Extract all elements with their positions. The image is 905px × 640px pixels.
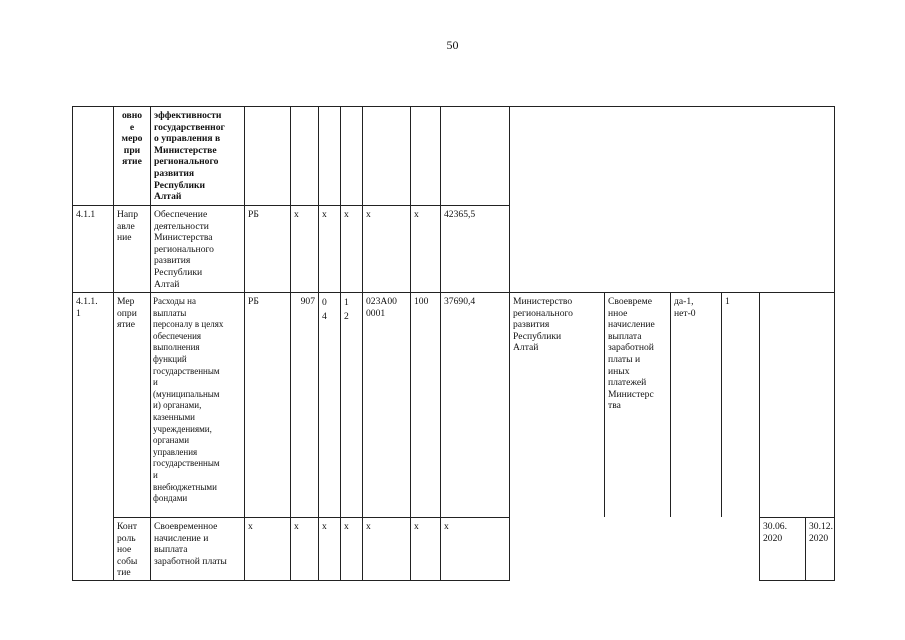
amount-cell: х (444, 521, 449, 532)
pr-cell: х (344, 521, 349, 532)
table-rule (759, 580, 834, 581)
pr-cell: 1 2 (344, 297, 349, 322)
pr-cell: х (344, 209, 349, 220)
table-rule (670, 292, 671, 517)
executor-cell: Министерство регионального развития Республики Алтай (513, 296, 573, 354)
row-type-cell: Конт роль ное собы тие (117, 521, 138, 579)
row-name-cell: Своевременное начисление и выплата заработной платы (154, 521, 227, 567)
funding-source-cell: РБ (248, 296, 259, 307)
rz-cell: х (322, 521, 327, 532)
funding-source-cell: РБ (248, 209, 259, 220)
table-rule (759, 517, 834, 518)
result-cell: Своевреме нное начисление выплата заработной платы и иных платежей Министерс тва (608, 296, 655, 412)
indicator-cell: да-1, нет-0 (674, 296, 696, 319)
vr-cell: х (414, 521, 419, 532)
grbs-cell: х (294, 209, 299, 220)
table-rule (290, 106, 291, 581)
row-name-cell: эффективности государственног о управления в Министерстве регионального развития Республики Алтай (154, 110, 225, 203)
table-rule (410, 106, 411, 581)
table-rule (72, 106, 834, 107)
table-rule (362, 106, 363, 581)
vr-cell: х (414, 209, 419, 220)
table-rule (318, 106, 319, 581)
table-rule (72, 106, 73, 581)
row-number-cell: 4.1.1 (76, 209, 96, 220)
rz-cell: х (322, 209, 327, 220)
end-date-cell: 30.12. 2020 (809, 521, 833, 544)
vr-cell: 100 (414, 296, 429, 307)
table-rule (113, 106, 114, 581)
funding-source-cell: х (248, 521, 253, 532)
csr-cell: х (366, 209, 371, 220)
csr-cell: 023А00 0001 (366, 296, 397, 319)
row-number-cell: 4.1.1. 1 (76, 296, 98, 319)
table-rule (244, 106, 245, 581)
csr-cell: х (366, 521, 371, 532)
indicator-value-cell: 1 (725, 296, 730, 307)
grbs-cell: 907 (300, 296, 315, 307)
table-rule (440, 106, 441, 581)
row-type-cell: овно е меро при ятие (121, 110, 143, 168)
grbs-cell: х (294, 521, 299, 532)
table-rule (834, 106, 835, 581)
row-name-cell: Расходы на выплаты персоналу в целях обеспечения выполнения функций государственным и (муниципальным и) органами, казенными учреждениями, органами управления государственным и внебюджетными фондами (153, 296, 224, 504)
amount-cell: 37690,4 (444, 296, 476, 307)
start-date-cell: 30.06. 2020 (763, 521, 787, 544)
row-name-cell: Обеспечение деятельности Министерства регионального развития Республики Алтай (154, 209, 214, 290)
row-type-cell: Напр авле ние (117, 209, 138, 244)
page-number: 50 (446, 38, 459, 52)
row-type-cell: Мер опри ятие (117, 296, 137, 331)
table-rule (340, 106, 341, 581)
amount-cell: 42365,5 (444, 209, 476, 220)
table-rule (721, 292, 722, 517)
rz-cell: 0 4 (322, 297, 327, 322)
table-rule (113, 517, 509, 518)
